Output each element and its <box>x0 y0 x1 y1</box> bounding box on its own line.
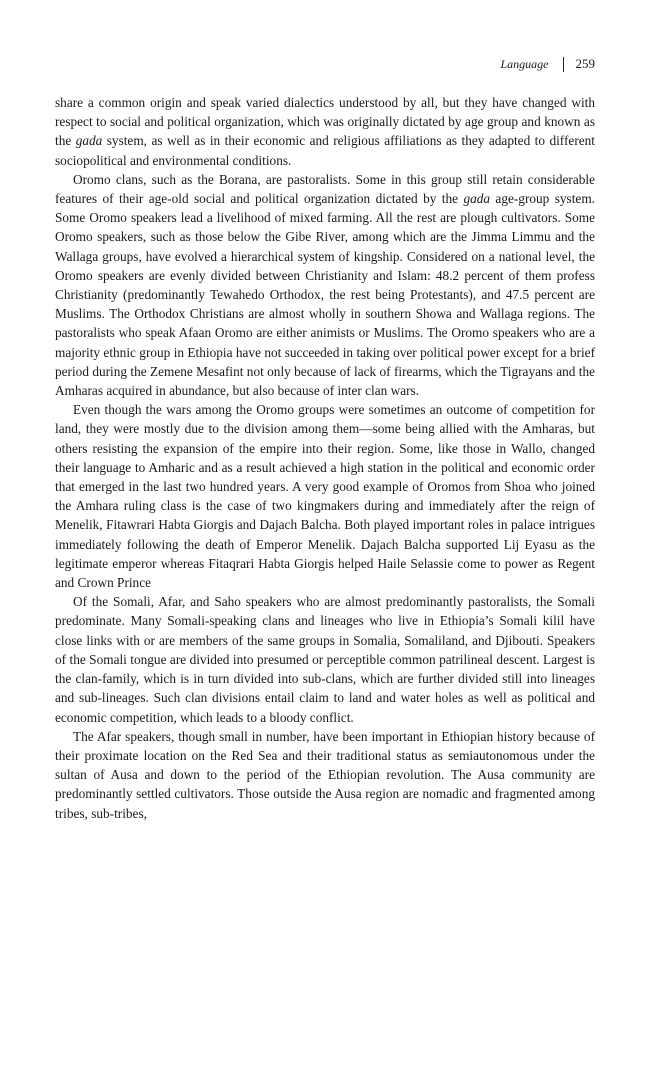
italic-term: gada <box>463 191 491 207</box>
paragraph-text: Oromo clans, such as the Borana, are pastoralists. Some in this group still retain considerable features of their age-old social and political organization dictated by the <box>55 171 595 207</box>
paragraph <box>55 727 595 823</box>
paragraph-text: system, as well as in their economic and religious affiliations as they adapted to different sociopolitical and environmental conditions. <box>55 133 595 168</box>
running-head-divider <box>563 57 564 72</box>
page-number: 259 <box>575 56 595 71</box>
italic-term: gada <box>75 133 103 149</box>
paragraph <box>55 170 595 400</box>
paragraph-text: Even though the wars among the Oromo groups were sometimes an outcome of competition for land, they were mostly due to the division among them—some being allied with the Amharas, but others resisting the expansion of the empire into their region. Some, like those in Wallo, changed their language to Amharic and as a result achieved a high station in the political and economic order that emerged in the last two hundred years. A very good example of Oromos from Shoa who joined the Amhara ruling class is the case of two kingmakers during and immediately after the reign of Menelik, Fitawrari Habta Giorgis and Dajach Balcha. Both played important roles in palace intrigues immediately following the death of Emperor Menelik. Dajach Balcha supported Lij Eyasu as the legitimate emperor whereas Fitaqrari Habta Giorgis helped Haile Selassie come to power as Regent and Crown Prince <box>55 402 595 591</box>
paragraph-text: age-group system. Some Oromo speakers lead a livelihood of mixed farming. All the rest are plough cultivators. Some Oromo speakers, such as those below the Gibe River, among which are the Jimma Limmu and the Wallaga groups, have evolved a hierarchical system of kingship. Considered on a national level, the Oromo speakers are evenly divided between Christianity and Islam: 48.2 percent of them profess Christianity (predominantly Tewahedo Orthodox, the rest being Protestants), and 47.5 percent are Muslims. The Orthodox Christians are almost wholly in southern Showa and Wallaga regions. The pastoralists who speak Afaan Oromo are either animists or Muslims. The Oromo speakers who are a majority ethnic group in Ethiopia have not succeeded in taking over political power except for a brief period during the Zemene Mesafint not only because of lack of firearms, which the Tigrayans and the Amharas acquired in abundance, but also because of inter clan wars. <box>55 191 595 399</box>
paragraph-text: share a common origin and speak varied dialectics understood by all, but they have changed with respect to social and political organization, which was originally dictated by age group and known as the <box>55 95 595 149</box>
paragraph-text: Of the Somali, Afar, and Saho speakers who are almost predominantly pastoralists, the Somali predominate. Many Somali-speaking clans and lineages who live in Ethiopia’s Somali kilil have close links with or are members of the same groups in Somalia, Somaliland, and Djibouti. Speakers of the Somali tongue are divided into presumed or perceptible common patrilineal descent. Largest is the clan-family, which is in turn divided into sub-clans, which are further divided still into lineages and sub-lineages. Such clan divisions entail claim to land and water holes as well as political and economic competition, which leads to a bloody conflict. <box>55 594 595 725</box>
body-text <box>55 93 595 823</box>
running-head <box>501 56 596 72</box>
paragraph <box>55 592 595 726</box>
running-head-section-title: Language <box>500 57 549 71</box>
paragraph <box>55 93 595 170</box>
paragraph-text: The Afar speakers, though small in number, have been important in Ethiopian history because of their proximate location on the Red Sea and their traditional status as semiautonomous under the sultan of Ausa and down to the period of the Ethiopian revolution. The Ausa community are predominantly settled cultivators. Those outside the Ausa region are nomadic and fragmented among tribes, sub-tribes, <box>55 728 595 821</box>
paragraph <box>55 400 595 592</box>
